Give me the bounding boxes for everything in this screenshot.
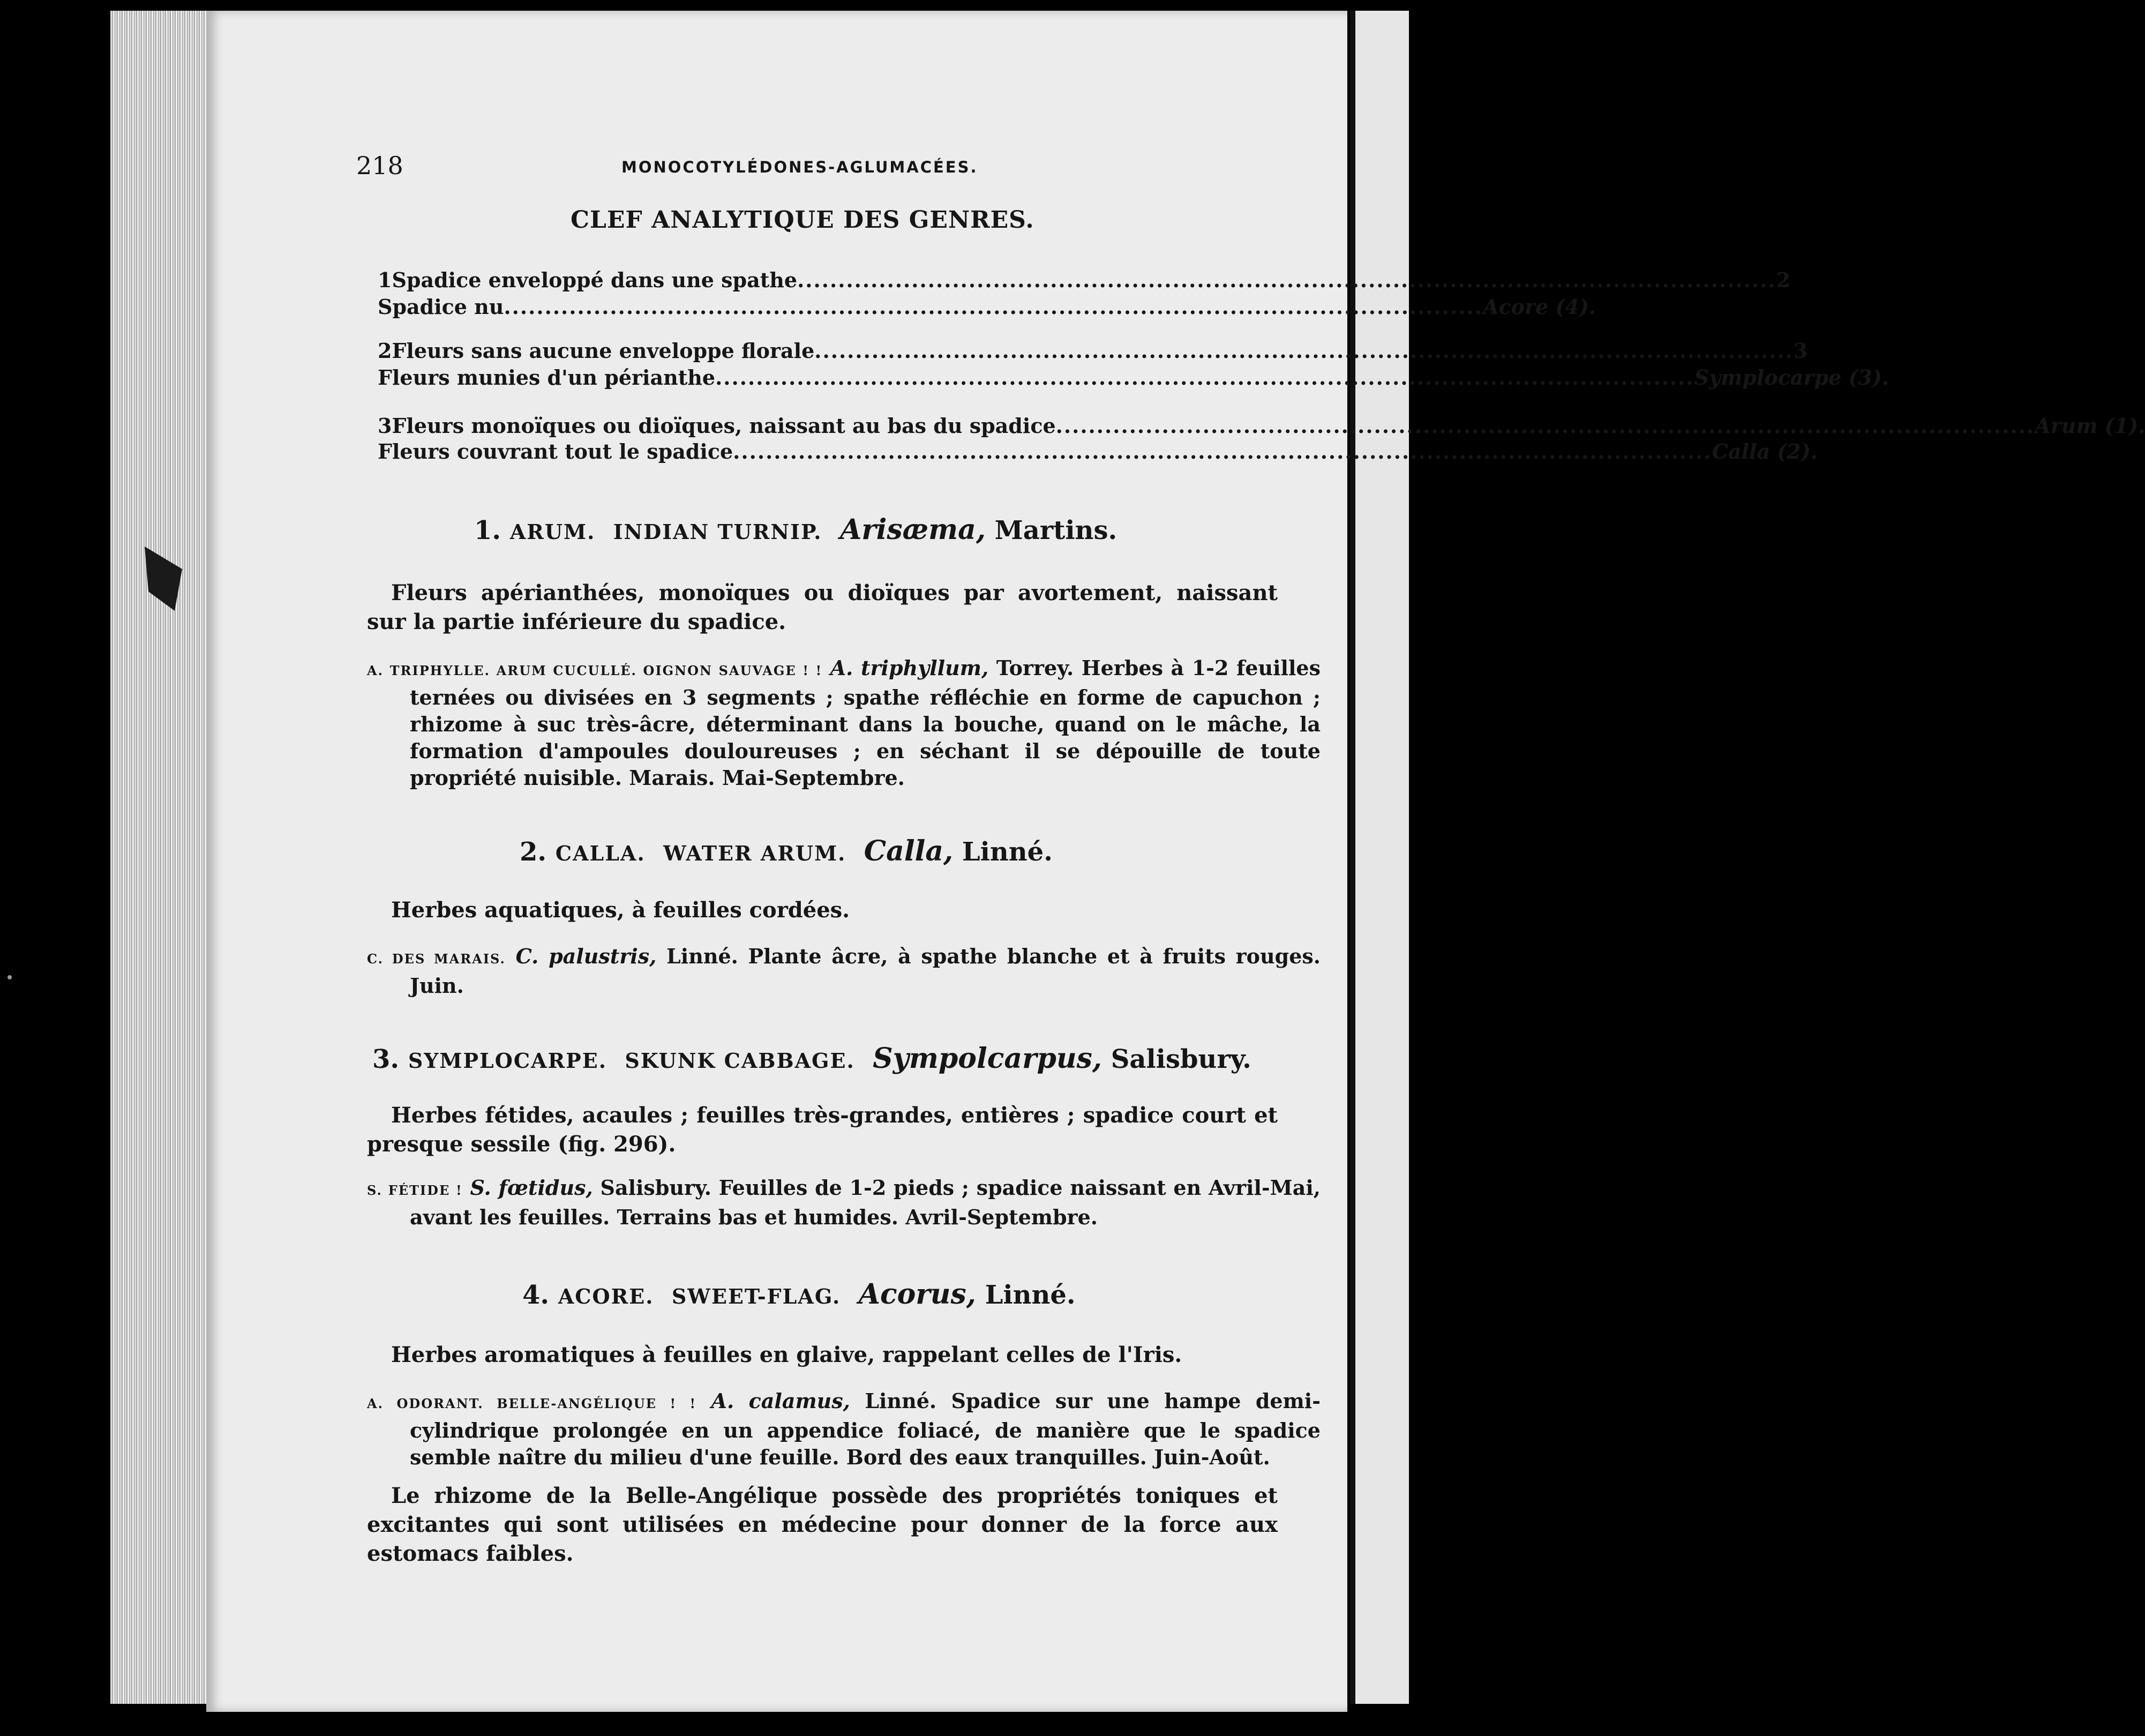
genus-number: 4.: [522, 1280, 550, 1310]
key-line: [378, 295, 1596, 319]
leader-dots: ........................................................................................................................: [733, 439, 1712, 463]
species-entry: [367, 655, 1321, 791]
species-latin-name: C. palustris,: [515, 944, 657, 968]
species-entry: [367, 1174, 1321, 1231]
key-line: [378, 439, 1818, 463]
running-title: MONOCOTYLÉDONES-AGLUMACÉES.: [621, 158, 978, 176]
species-description: Linné. Spadice sur une hampe demi-cylindrique prolongée en un appendice foliacé, de manière que le spadice semble naître du milieu d'une feuille. Bord des eaux tranquilles. Juin-Août.: [410, 1389, 1321, 1469]
genus-latin-name: Sympolcarpus,: [873, 1042, 1102, 1075]
key-line: [378, 339, 1808, 363]
species-description: Salisbury. Feuilles de 1-2 pieds ; spadice naissant en Avril-Mai, avant les feuilles. Terrains bas et humides. Avril-Septembre.: [410, 1176, 1321, 1229]
key-line-destination: 2: [1776, 268, 1791, 292]
key-line-text: Fleurs munies d'un périanthe: [378, 365, 716, 390]
genus-latin-name: Calla,: [864, 835, 954, 867]
species-entry: [367, 1388, 1321, 1471]
leader-dots: ........................................................................................................................: [1055, 414, 2035, 438]
key-line-text: Fleurs couvrant tout le spadice: [378, 439, 733, 463]
leader-dots: ........................................................................................................................: [715, 365, 1694, 390]
page-number: 218: [356, 151, 403, 180]
species-description: Torrey. Herbes à 1-2 feuilles ternées ou divisées en 3 segments ; spathe réfléchie en forme de capuchon ; rhizome à suc très-âcre, déterminant dans la bouche, quand on le mâche, la formation d'ampoules douloureuses ; en séchant il se dépouille de toute propriété nuisible. Marais. Mai-Septembre.: [410, 656, 1321, 790]
key-line-text: Spadice enveloppé dans une spathe: [392, 268, 798, 292]
genus-description: Herbes aromatiques à feuilles en glaive, rappelant celles de l'Iris.: [391, 1342, 1182, 1367]
genus-number: 3.: [372, 1044, 400, 1074]
genus-common-name: INDIAN TURNIP.: [613, 520, 822, 544]
closing-note: Le rhizome de la Belle-Angélique possède des propriétés toniques et excitantes qui sont utilisées en médecine pour donner de la force aux estomacs faibles.: [367, 1483, 1278, 1566]
key-line: [378, 414, 2145, 438]
genus-heading: [520, 835, 1053, 867]
key-line-destination: Acore (4).: [1483, 295, 1596, 319]
book-page: [206, 11, 2145, 1712]
species-latin-name: A. calamus,: [711, 1389, 850, 1413]
genus-number: 1.: [474, 515, 501, 545]
genus-heading: [522, 1278, 1076, 1311]
genus-heading: [474, 513, 1117, 546]
genus-author: Martins.: [994, 515, 1118, 545]
species-latin-name: A. triphyllum,: [830, 656, 989, 680]
genus-common-name: WATER ARUM.: [663, 841, 846, 865]
key-line-number: 3: [378, 414, 392, 438]
species-label: A. TRIPHYLLE. ARUM CUCULLÉ. OIGNON SAUVAGE ! !: [367, 663, 823, 678]
facing-page-edge: [1350, 11, 1409, 1704]
species-latin-name: S. fœtidus,: [470, 1176, 593, 1200]
genus-description: Fleurs apérianthées, monoïques ou dioïques par avortement, naissant sur la partie inférieure du spadice.: [367, 580, 1278, 634]
key-line-destination: Calla (2).: [1712, 439, 1818, 463]
genus-latin-name: Arisæma,: [839, 513, 986, 546]
key-line-number: 2: [378, 339, 392, 363]
key-line-text: Spadice nu: [378, 295, 504, 319]
genus-author: Linné.: [985, 1280, 1076, 1310]
species-label: A. ODORANT. BELLE-ANGÉLIQUE ! !: [367, 1396, 697, 1411]
leader-dots: ........................................................................................................................: [797, 268, 1776, 292]
key-line: [378, 365, 1889, 390]
genus-description: Herbes aquatiques, à feuilles cordées.: [391, 897, 850, 923]
scan-speck: [8, 975, 12, 979]
key-line-destination: 3: [1793, 339, 1808, 363]
key-line-text: Fleurs monoïques ou dioïques, naissant au bas du spadice: [392, 414, 1056, 438]
genus-author: Linné.: [962, 837, 1053, 867]
genus-latin-name: Acorus,: [858, 1278, 976, 1311]
species-label: C. DES MARAIS.: [367, 951, 506, 967]
genus-name: SYMPLOCARPE.: [408, 1049, 607, 1073]
leader-dots: ........................................................................................................................: [504, 295, 1483, 319]
genus-number: 2.: [520, 837, 547, 867]
key-line-destination: Arum (1).: [2035, 414, 2145, 438]
page-stack-edge: [110, 11, 209, 1704]
key-title: CLEF ANALYTIQUE DES GENRES.: [571, 206, 1034, 234]
genus-name: CALLA.: [555, 841, 646, 865]
genus-name: ACORE.: [558, 1284, 654, 1308]
genus-heading: [372, 1042, 1251, 1075]
key-line-number: 1: [378, 268, 392, 292]
genus-name: ARUM.: [509, 520, 596, 544]
species-entry: [367, 943, 1321, 999]
key-line: [378, 268, 1791, 292]
key-line-text: Fleurs sans aucune enveloppe florale: [392, 339, 815, 363]
species-description: Linné. Plante âcre, à spathe blanche et à fruits rouges. Juin.: [410, 944, 1321, 998]
key-line-destination: Symplocarpe (3).: [1694, 365, 1889, 390]
genus-common-name: SWEET-FLAG.: [671, 1284, 841, 1308]
genus-common-name: SKUNK CABBAGE.: [625, 1049, 855, 1073]
genus-author: Salisbury.: [1111, 1044, 1251, 1074]
species-label: S. FÉTIDE !: [367, 1183, 463, 1198]
genus-description: Herbes fétides, acaules ; feuilles très-grandes, entières ; spadice court et presque sessile (fig. 296).: [367, 1103, 1278, 1157]
leader-dots: ........................................................................................................................: [814, 339, 1794, 363]
